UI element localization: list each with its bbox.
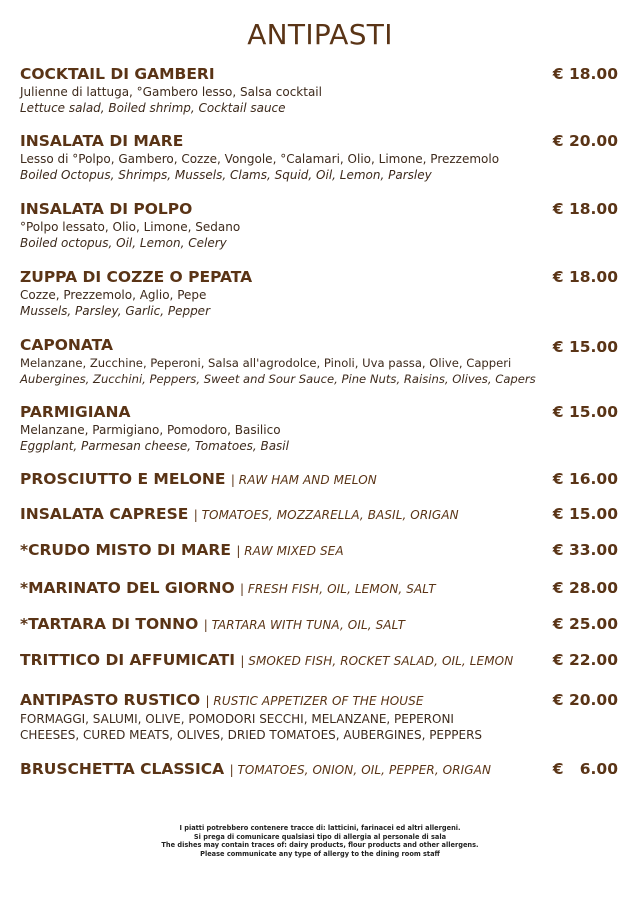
- item-name: PROSCIUTTO E MELONE: [20, 470, 226, 488]
- item-price: € 16.00: [552, 470, 618, 488]
- item-subtitle: FRESH FISH, OIL, LEMON, SALT: [247, 582, 436, 596]
- item-name-row: [20, 615, 618, 635]
- item-ingredients-en: Eggplant, Parmesan cheese, Tomatoes, Basil: [20, 439, 289, 453]
- item-name-row: [20, 760, 618, 780]
- item-ingredients-en: Boiled octopus, Oil, Lemon, Celery: [20, 236, 227, 250]
- item-ingredients-it: FORMAGGI, SALUMI, OLIVE, POMODORI SECCHI, MELANZANE, PEPERONI: [20, 712, 454, 726]
- item-price: € 18.00: [552, 268, 618, 286]
- item-ingredients-en: CHEESES, CURED MEATS, OLIVES, DRIED TOMATOES, AUBERGINES, PEPPERS: [20, 728, 483, 742]
- item-subtitle: RUSTIC APPETIZER OF THE HOUSE: [213, 694, 424, 708]
- item-name: INSALATA CAPRESE: [20, 505, 189, 523]
- separator: |: [240, 654, 245, 668]
- item-name-row: [20, 691, 618, 711]
- item-price: € 20.00: [552, 691, 618, 709]
- item-name: ZUPPA DI COZZE O PEPATA: [20, 268, 253, 286]
- allergen-notice-line: The dishes may contain traces of: dairy products, flour products and other allergens.: [161, 841, 479, 849]
- menu-title: ANTIPASTI: [247, 18, 393, 51]
- item-name: INSALATA DI POLPO: [20, 200, 193, 218]
- separator: |: [205, 694, 210, 708]
- item-name: PARMIGIANA: [20, 403, 131, 421]
- item-price: € 18.00: [552, 65, 618, 83]
- menu-item-crudo-misto-di-mare: [20, 541, 618, 561]
- separator: |: [229, 763, 234, 777]
- item-subtitle: TARTARA WITH TUNA, OIL, SALT: [211, 618, 406, 632]
- item-price: € 15.00: [552, 505, 618, 523]
- separator: |: [236, 544, 241, 558]
- item-ingredients-it: Cozze, Prezzemolo, Aglio, Pepe: [20, 288, 207, 302]
- item-subtitle: SMOKED FISH, ROCKET SALAD, OIL, LEMON: [248, 654, 514, 668]
- separator: |: [203, 618, 208, 632]
- allergen-notice: [0, 824, 640, 858]
- allergen-notice-line: Si prega di comunicare qualsiasi tipo di allergia al personale di sala: [193, 832, 447, 841]
- menu-item-caponata: [20, 336, 618, 387]
- allergen-notice-line: Please communicate any type of allergy to the dining room staff: [200, 849, 440, 858]
- item-name: CAPONATA: [20, 336, 114, 354]
- item-name: BRUSCHETTA CLASSICA: [20, 760, 225, 778]
- separator: |: [193, 508, 198, 522]
- item-price: € 33.00: [552, 541, 618, 559]
- item-name: *TARTARA DI TONNO: [20, 615, 199, 633]
- menu-item-zuppa-di-cozze: [20, 268, 618, 319]
- item-price: € 15.00: [552, 338, 618, 356]
- item-price: € 6.00: [552, 760, 618, 778]
- menu-item-tartara-di-tonno: [20, 615, 618, 635]
- menu-item-parmigiana: [20, 403, 618, 454]
- menu-item-insalata-di-polpo: [20, 200, 618, 251]
- item-ingredients-it: Lesso di °Polpo, Gambero, Cozze, Vongole, °Calamari, Olio, Limone, Prezzemolo: [20, 152, 500, 166]
- item-name-row: [20, 579, 618, 599]
- menu-item-bruschetta-classica: [20, 760, 618, 780]
- item-ingredients-it: Julienne di lattuga, °Gambero lesso, Salsa cocktail: [20, 85, 322, 99]
- item-ingredients-en: Boiled Octopus, Shrimps, Mussels, Clams, Squid, Oil, Lemon, Parsley: [20, 168, 432, 182]
- menu-item-insalata-di-mare: [20, 132, 618, 183]
- item-subtitle: RAW MIXED SEA: [244, 544, 344, 558]
- item-ingredients-it: Melanzane, Parmigiano, Pomodoro, Basilico: [20, 423, 281, 437]
- item-price: € 18.00: [552, 200, 618, 218]
- item-ingredients-en: Lettuce salad, Boiled shrimp, Cocktail sauce: [20, 101, 286, 115]
- menu-item-prosciutto-e-melone: [20, 470, 618, 490]
- item-name: INSALATA DI MARE: [20, 132, 184, 150]
- item-name-row: [20, 505, 618, 525]
- item-name-row: [20, 470, 618, 490]
- item-name: TRITTICO DI AFFUMICATI: [20, 651, 235, 669]
- allergen-notice-line: I piatti potrebbero contenere tracce di: latticini, farinacei ed altri allergeni.: [179, 824, 461, 832]
- item-price: € 15.00: [552, 403, 618, 421]
- menu-item-antipasto-rustico: [20, 691, 618, 743]
- item-name-row: [20, 651, 618, 671]
- item-price: € 22.00: [552, 651, 618, 669]
- separator: |: [240, 582, 245, 596]
- item-name: *MARINATO DEL GIORNO: [20, 579, 235, 597]
- item-price: € 28.00: [552, 579, 618, 597]
- menu-item-marinato-del-giorno: [20, 579, 618, 599]
- separator: |: [230, 473, 235, 487]
- item-price: € 20.00: [552, 132, 618, 150]
- item-subtitle: TOMATOES, MOZZARELLA, BASIL, ORIGAN: [201, 508, 459, 522]
- item-name: ANTIPASTO RUSTICO: [20, 691, 201, 709]
- item-name-row: [20, 541, 618, 561]
- item-ingredients-it: Melanzane, Zucchine, Peperoni, Salsa all'agrodolce, Pinoli, Uva passa, Olive, Capperi: [20, 356, 512, 370]
- item-ingredients-it: °Polpo lessato, Olio, Limone, Sedano: [20, 220, 241, 234]
- menu-item-insalata-caprese: [20, 505, 618, 525]
- menu-item-trittico-di-affumicati: [20, 651, 618, 671]
- item-ingredients-en: Aubergines, Zucchini, Peppers, Sweet and Sour Sauce, Pine Nuts, Raisins, Olives, Capers: [20, 372, 536, 386]
- item-subtitle: RAW HAM AND MELON: [238, 473, 377, 487]
- item-price: € 25.00: [552, 615, 618, 633]
- item-name: COCKTAIL DI GAMBERI: [20, 65, 215, 83]
- menu-item-cocktail-di-gamberi: [20, 65, 618, 116]
- item-subtitle: TOMATOES, ONION, OIL, PEPPER, ORIGAN: [237, 763, 492, 777]
- item-ingredients-en: Mussels, Parsley, Garlic, Pepper: [20, 304, 211, 318]
- item-name: *CRUDO MISTO DI MARE: [20, 541, 231, 559]
